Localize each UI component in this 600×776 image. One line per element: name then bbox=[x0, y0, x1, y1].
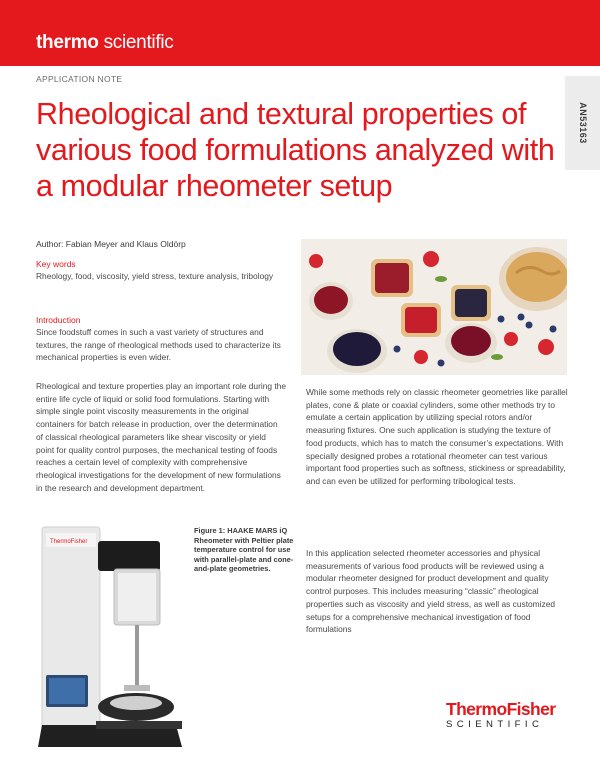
thermofisher-logo-sub: SCIENTIFIC bbox=[446, 719, 544, 730]
side-tab bbox=[565, 76, 600, 170]
intro-paragraph-1: Since foodstuff comes in such a vast variety of structures and textures, the range of rheological methods used to characterize its mechanical properties is even wider. bbox=[36, 327, 281, 363]
author-line: Author: Fabian Meyer and Klaus Oldörp bbox=[36, 239, 186, 249]
intro-paragraph-2: Rheological and texture properties play an important role during the entire life cycle of liquid or solid food formulations. Starting with simple single point viscosity measurements in the original containers for batch release in production, over the determination of classical rheological parameters like shear viscosity or yield point for quality control purposes, the mechanical testing of foods reaches a certain level of complexity with comprehensive rheological investigations for the development of new formulations in the research and development department. bbox=[36, 381, 287, 493]
keywords-text: Rheology, food, viscosity, yield stress, texture analysis, tribology bbox=[36, 271, 274, 281]
keywords-heading: Key words bbox=[36, 259, 76, 269]
brand-bold: thermo bbox=[36, 32, 99, 53]
figure-caption: Figure 1: HAAKE MARS iQ Rheometer with Peltier plate temperature control for use with parallel-plate and cone-and-plate geometries. bbox=[194, 526, 294, 574]
rheometer-illustration bbox=[36, 525, 186, 753]
food-photo bbox=[301, 239, 567, 375]
introduction-heading: Introduction bbox=[36, 315, 81, 325]
right-paragraph-2: In this application selected rheometer accessories and physical measurements of various food products will be reviewed using a modular rheometer designed for product development and quality control purposes. This includes measuring “classic” rheological properties such as viscosity and yield stress, as well as customized setups for a comprehensive mechanical investigation of food formulations bbox=[306, 548, 556, 635]
food-photo-illustration bbox=[301, 239, 567, 375]
device-label: ThermoFisher bbox=[50, 539, 88, 545]
right-paragraph-1: While some methods rely on classic rheometer geometries like parallel plates, cone & plate or coaxial cylinders, some other methods try to emulate a certain application by utilizing special rotors and/or measuring fixtures. One such application is studying the texture of food products, which has to match the consumer’s expectations. With specially designed probes a rotational rheometer can test various important food properties such as softness, stickiness or spreadability, and can even be utilized for performing tribological tests. bbox=[306, 387, 568, 486]
brand-light: scientific bbox=[98, 32, 174, 53]
note-type: APPLICATION NOTE bbox=[36, 74, 123, 84]
brand-logo bbox=[36, 32, 173, 54]
page-title: Rheological and textural properties of various food formulations analyzed with a modular rheometer setup bbox=[36, 97, 555, 203]
header-bar bbox=[0, 0, 600, 66]
rheometer-image bbox=[36, 525, 186, 753]
thermofisher-logo-name: ThermoFisher bbox=[446, 699, 556, 719]
thermofisher-logo bbox=[446, 700, 570, 731]
side-tab-label: AN53163 bbox=[577, 102, 588, 144]
